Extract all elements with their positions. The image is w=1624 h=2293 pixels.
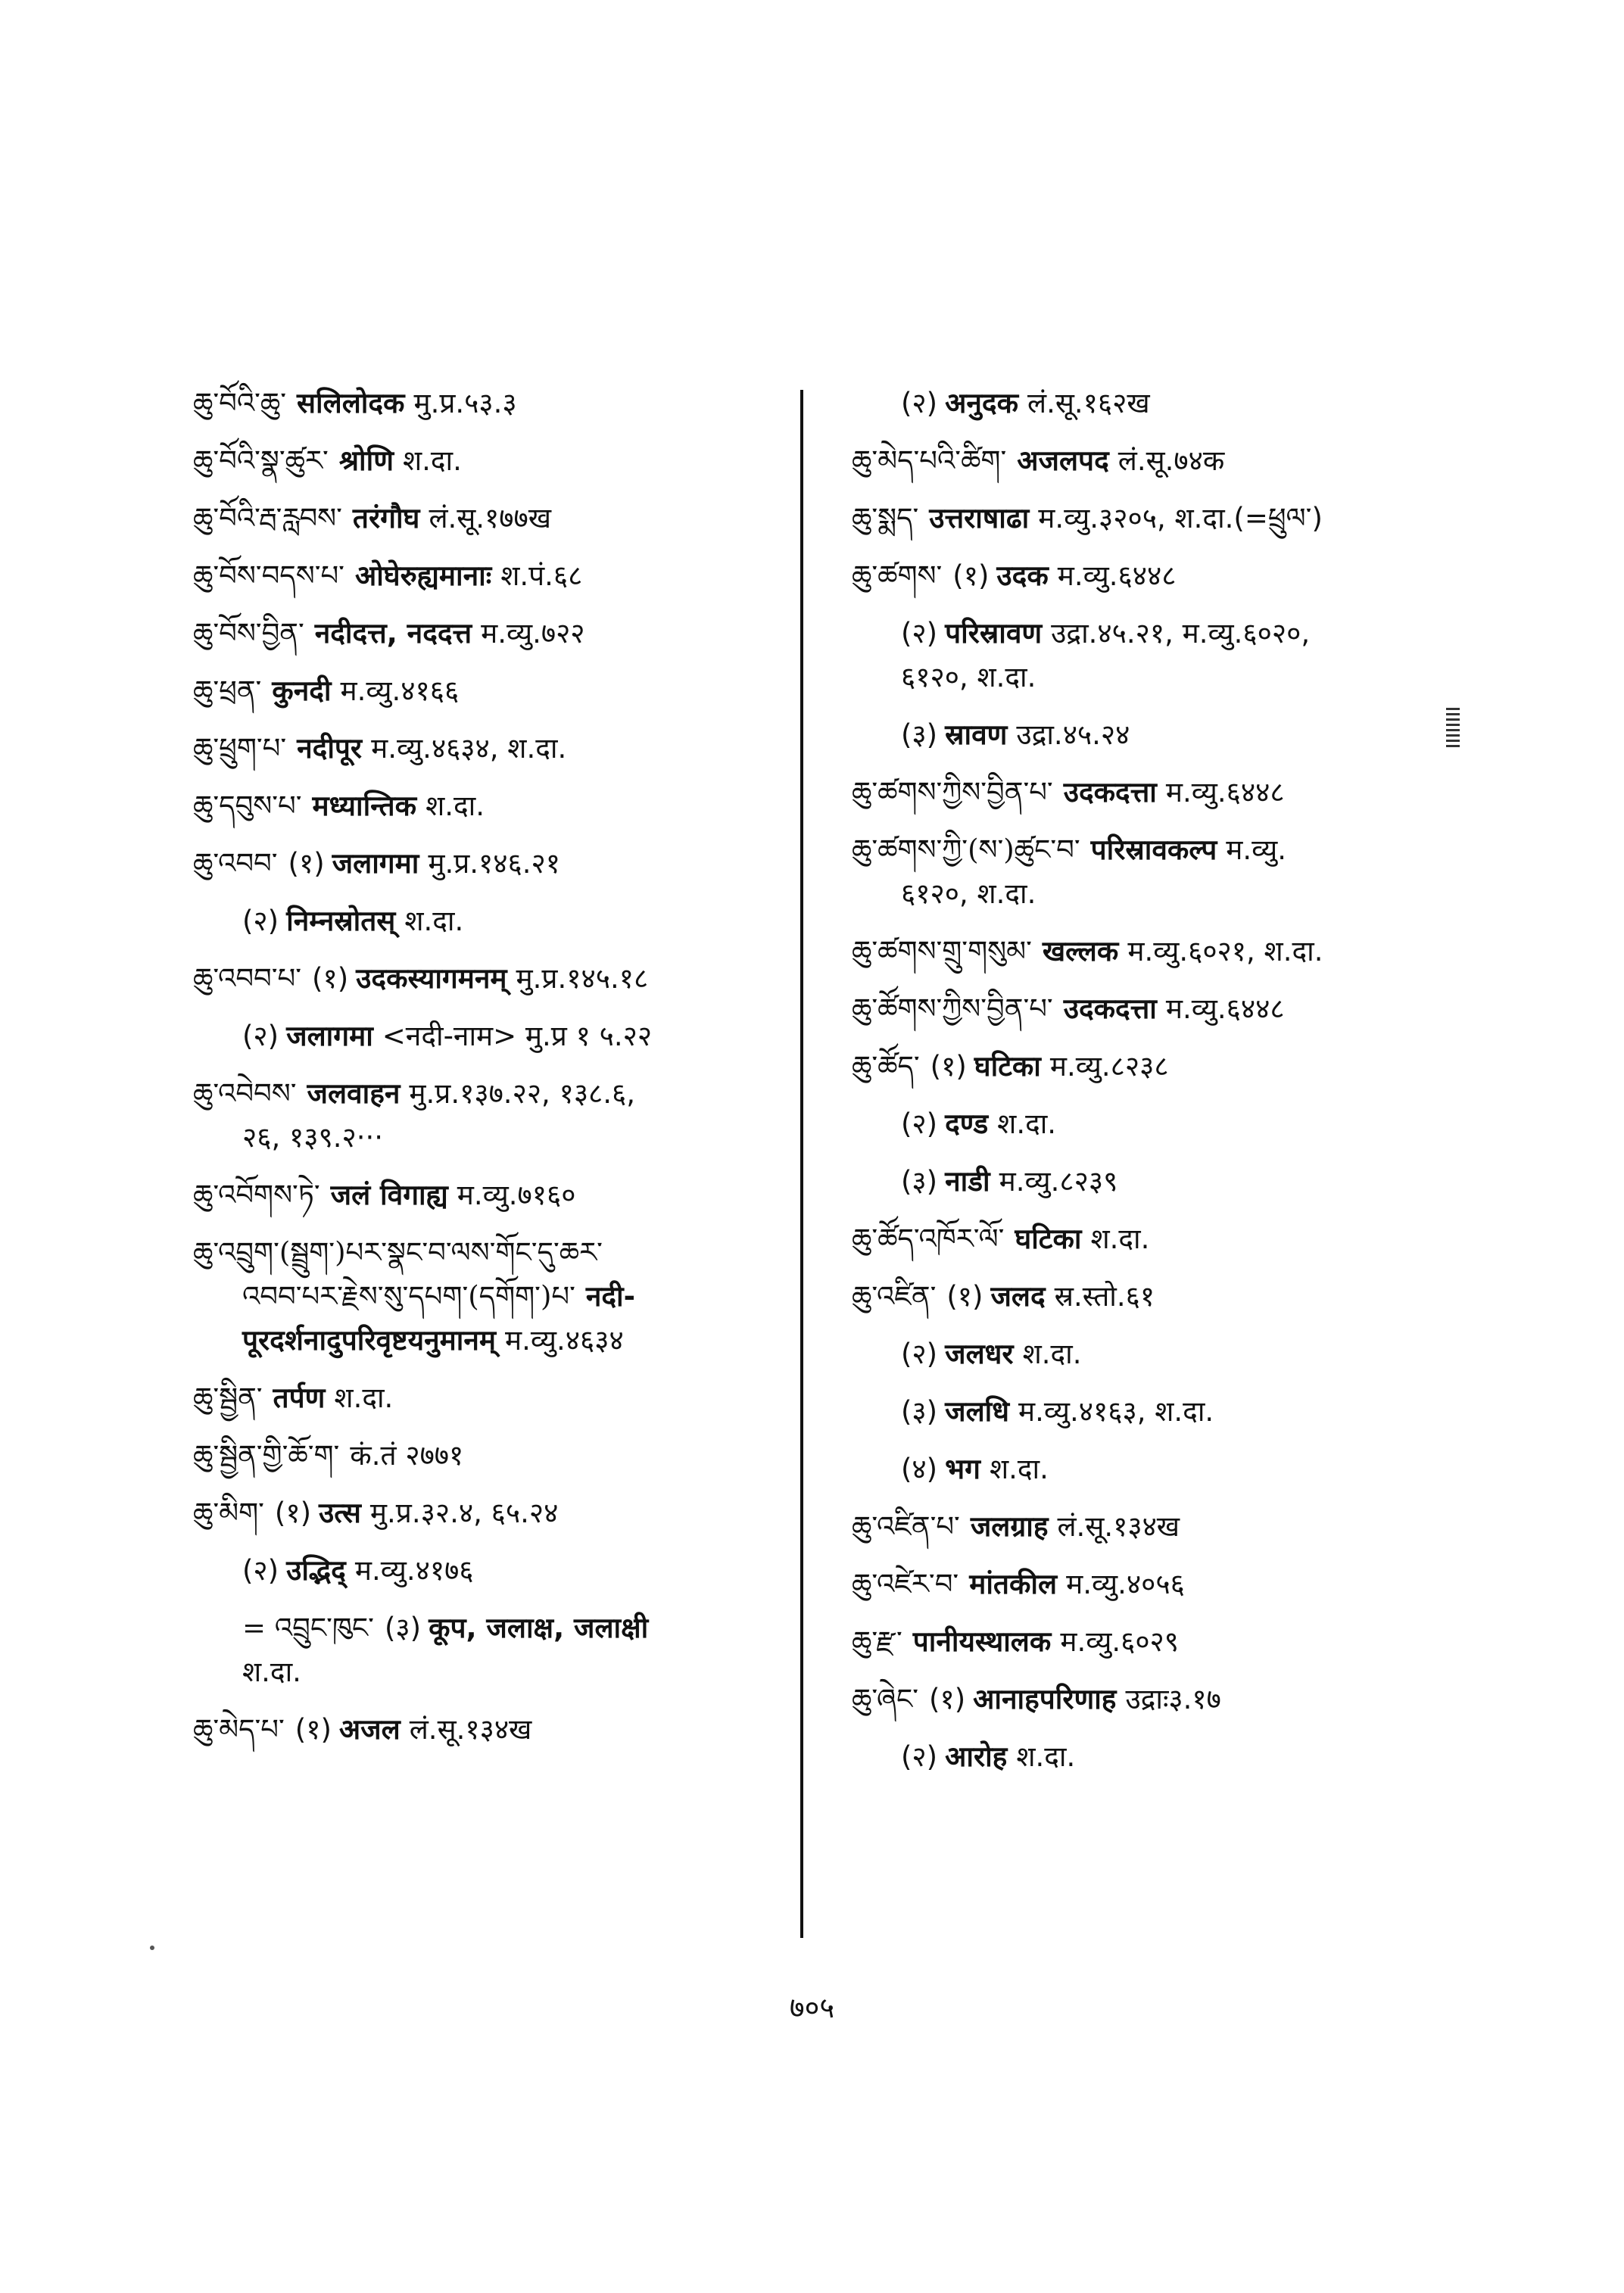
dictionary-entry [193, 1381, 791, 1416]
dictionary-entry [193, 789, 791, 824]
sense-number: (३) [901, 1165, 938, 1198]
sanskrit-equivalent: अनुदक [945, 387, 1018, 419]
source-reference: म.व्यु.४६३४ [505, 1324, 624, 1357]
tibetan-headword: ཆུ་ཚགས་ཀྱི་(ས་)ཚུང་བ་ [852, 833, 1080, 866]
source-reference: मु.प्र.१४५.१८ [516, 962, 649, 995]
sanskrit-equivalent: तर्पण [273, 1382, 326, 1414]
sense-number: (२) [901, 1740, 938, 1773]
sanskrit-equivalent: भग [945, 1453, 980, 1485]
tibetan-headword: ཆུ་འཛེར་བ་ [852, 1568, 959, 1600]
dictionary-entry [193, 674, 791, 709]
tibetan-headword: ཆུ་ཚགས་གྲུ་གསུམ་ [852, 935, 1032, 967]
source-reference: म.व्यु.४१७६ [354, 1554, 474, 1587]
sanskrit-equivalent: उदक [996, 559, 1049, 592]
sanskrit-equivalent: जलग्राह [970, 1510, 1049, 1543]
sense-number: (२) [242, 1554, 279, 1587]
source-reference: मु.प्र.१३७.२२, १३८.६, [409, 1077, 636, 1110]
sanskrit-equivalent: जलागमा [332, 847, 419, 880]
source-reference: श.दा. [1090, 1223, 1150, 1255]
dictionary-entry [193, 1235, 791, 1270]
sanskrit-equivalent: दण्ड [945, 1108, 989, 1140]
sense-number: (२) [901, 1338, 938, 1370]
source-reference: श.दा. [425, 790, 485, 822]
page-number: ७०५ [789, 1991, 835, 2024]
dictionary-entry [193, 1323, 791, 1358]
source-reference: म.व्यु.८२३९ [999, 1165, 1118, 1198]
dictionary-entry [193, 1178, 791, 1213]
sense-number: (१) [312, 962, 349, 995]
tibetan-headword: ཆུ་འབབ་ [193, 847, 278, 880]
dictionary-entry [193, 1076, 791, 1111]
dictionary-entry [193, 559, 791, 594]
dictionary-entry [852, 1222, 1473, 1257]
sanskrit-equivalent: उदकदत्ता [1063, 992, 1157, 1025]
source-reference: मु.प्र.१४६.२१ [428, 847, 560, 880]
dictionary-entry [852, 1682, 1473, 1717]
dictionary-entry [193, 1655, 791, 1690]
tibetan-headword: ཆུ་བོས་བྱིན་ [193, 617, 304, 650]
sanskrit-equivalent: जलागमा [286, 1020, 373, 1052]
tibetan-headword: ཆུ་ཚོད་འཁོར་ལོ་ [852, 1223, 1005, 1255]
source-reference: म.व्यु. [1226, 833, 1286, 866]
source-reference: म.व्यु.३२०५, श.दा.(=ཕྲུལ་) [1038, 502, 1323, 534]
source-reference: स्र.स्तो.६१ [1054, 1280, 1155, 1313]
dictionary-entry [852, 992, 1473, 1027]
source-reference: म.व्यु.६०२१, श.दा. [1127, 935, 1323, 967]
dictionary-entry [852, 1509, 1473, 1544]
dictionary-entry [852, 775, 1473, 810]
tibetan-headword: ཆུ་འབྲུག་(སྦྲུག་)པར་སྣང་བ་ལས་གོང་དུ་ཆར་ [193, 1236, 603, 1269]
dictionary-entry [852, 877, 1473, 911]
sanskrit-equivalent: जलं विगाह्य [330, 1179, 448, 1211]
dictionary-entry [852, 559, 1473, 594]
source-reference: म.व्यु.७१६० [457, 1179, 576, 1211]
tibetan-headword: ཆུ་མེད་པ་ [193, 1713, 285, 1746]
sanskrit-equivalent: उत्तराषाढा [929, 502, 1030, 534]
left-column [193, 386, 791, 1770]
source-reference: श.दा. [334, 1382, 394, 1414]
sanskrit-equivalent: कूप, जलाक्ष, जलाक्षी [429, 1612, 649, 1644]
tibetan-headword: ཆུ་ཚོད་ [852, 1050, 920, 1083]
sanskrit-equivalent: नदीपूर [297, 732, 363, 765]
dictionary-entry [193, 1712, 791, 1747]
sanskrit-equivalent: घटिका [974, 1050, 1041, 1083]
sanskrit-equivalent: श्रोणि [338, 444, 394, 477]
source-reference: उद्रा.४५.२१, म.व्यु.६०२०, [1051, 617, 1311, 650]
dictionary-entry [852, 1337, 1473, 1372]
dictionary-entry [852, 386, 1473, 421]
source-reference: श.दा. [242, 1656, 301, 1688]
source-reference: म.व्यु.८२३८ [1049, 1050, 1169, 1083]
sanskrit-equivalent: नदीदत्त, नददत्त [314, 617, 472, 650]
dictionary-entry [852, 1279, 1473, 1314]
source-reference: कं.तं २७७१ [350, 1439, 464, 1472]
sanskrit-equivalent: मांतकील [969, 1568, 1058, 1600]
source-reference: लं.सू.७४क [1117, 444, 1225, 477]
tibetan-headword: ཆུ་ཕྲུག་པ་ [193, 732, 287, 765]
sanskrit-equivalent: उदकदत्ता [1063, 776, 1157, 808]
source-reference: म.व्यु.४१६६ [340, 675, 460, 707]
dictionary-entry [852, 660, 1473, 695]
source-reference: ६१२०, श.दा. [901, 661, 1036, 693]
source-reference: मु.प्र.५३.३ [413, 387, 517, 419]
dictionary-entry [193, 846, 791, 881]
source-reference: श.पं.६८ [500, 559, 583, 592]
tibetan-headword: ཆུ་སྦྱིན་ [193, 1382, 263, 1414]
tibetan-headword: ཆུ་དབུས་པ་ [193, 790, 302, 822]
source-reference: म.व्यु.६४४८ [1057, 559, 1177, 592]
sanskrit-equivalent: स्रावण [945, 718, 1008, 751]
source-reference: ६१२०, श.दा. [901, 877, 1036, 910]
dictionary-entry [193, 1496, 791, 1531]
dictionary-entry [193, 1438, 791, 1473]
sanskrit-equivalent: जलद [990, 1280, 1046, 1313]
source-reference: श.दा. [404, 905, 464, 937]
sense-number: (१) [946, 1280, 983, 1313]
sanskrit-equivalent: अजलपद [1017, 444, 1109, 477]
tibetan-headword: ཆུ་འཛིན་པ་ [852, 1510, 960, 1543]
sense-number: (१) [274, 1497, 312, 1529]
dictionary-entry [852, 1452, 1473, 1487]
tibetan-headword: ཆུ་འབོགས་ཏེ་ [193, 1179, 320, 1211]
dictionary-entry [852, 1394, 1473, 1429]
sanskrit-equivalent: खल्लक [1042, 935, 1119, 967]
sense-number: (१) [288, 847, 325, 880]
dictionary-entry [852, 934, 1473, 969]
tibetan-headword: ཆུ་སྨད་ [852, 502, 919, 534]
sanskrit-equivalent: उद्भिद् [286, 1554, 346, 1587]
dictionary-entry [193, 1611, 791, 1646]
dictionary-entry [852, 1567, 1473, 1602]
source-reference: मु.प्र.३२.४, ६५.२४ [369, 1497, 559, 1529]
tibetan-headword: ཆུ་བོའི་རྦ་རླབས་ [193, 502, 342, 534]
sense-number: (१) [952, 559, 990, 592]
tibetan-headword: = འབྲུང་ཁུང་ [242, 1612, 374, 1644]
dictionary-entry [193, 1553, 791, 1588]
source-reference: उद्रा.४५.२४ [1016, 718, 1130, 751]
dictionary-entry [852, 833, 1473, 868]
right-column [852, 386, 1473, 1797]
dictionary-entry [193, 1279, 791, 1314]
source-reference: म.व्यु.६०२९ [1060, 1625, 1180, 1658]
source-reference: लं.सू.१६२ख [1027, 387, 1150, 419]
sanskrit-equivalent: नाडी [945, 1165, 990, 1198]
dictionary-entry [193, 1120, 791, 1155]
sense-number: (३) [901, 718, 938, 751]
dictionary-entry [193, 501, 791, 536]
sanskrit-equivalent: अजल [338, 1713, 401, 1746]
tibetan-headword: འབབ་པར་རྗེས་སུ་དཔག་(དགོག་)པ་ [242, 1280, 575, 1313]
sanskrit-equivalent: उदकस्यागमनम् [356, 962, 507, 995]
tibetan-headword: ཆུ་མིག་ [193, 1497, 264, 1529]
source-reference: श.दा. [989, 1453, 1049, 1485]
sense-number: (२) [242, 1020, 279, 1052]
dictionary-entry [852, 1107, 1473, 1142]
sanskrit-equivalent: जलधर [945, 1338, 1014, 1370]
dictionary-entry [852, 718, 1473, 752]
sanskrit-equivalent: कुनदी [272, 675, 332, 707]
sense-number: (२) [901, 387, 938, 419]
source-reference: श.दा. [1016, 1740, 1076, 1773]
tibetan-headword: ཆུ་འཛིན་ [852, 1280, 937, 1313]
source-reference: लं.सू.१३४ख [1057, 1510, 1180, 1543]
tibetan-headword: ཆུ་འབེབས་ [193, 1077, 297, 1110]
sanskrit-equivalent: जलवाहन [307, 1077, 401, 1110]
dictionary-entry [852, 501, 1473, 536]
dictionary-entry [193, 386, 791, 421]
source-reference: म.व्यु.४१६३, श.दा. [1018, 1395, 1214, 1428]
dictionary-entry [852, 616, 1473, 651]
sanskrit-equivalent: उत्स [319, 1497, 361, 1529]
source-reference: <नदी-नाम> मु.प्र १ ५.२२ [382, 1020, 653, 1052]
tibetan-headword: ཆུ་བོའི་ཆུ་ [193, 387, 287, 419]
tibetan-headword: ཆུ་ཚགས་ཀྱིས་བྱིན་པ་ [852, 776, 1053, 808]
source-reference: म.व्यु.४०५६ [1066, 1568, 1185, 1600]
tibetan-headword: ཆུ་འབབ་པ་ [193, 962, 302, 995]
sense-number: (१) [930, 1050, 967, 1083]
sanskrit-equivalent: निम्नस्रोतस् [286, 905, 396, 937]
dictionary-entry [193, 616, 791, 651]
dictionary-entry [193, 961, 791, 996]
source-reference: म.व्यु.७२२ [481, 617, 585, 650]
dictionary-entry [193, 1019, 791, 1054]
sanskrit-equivalent: जलधि [945, 1395, 1010, 1428]
dictionary-entry [193, 444, 791, 478]
sanskrit-equivalent: परिस्रावकल्प [1090, 833, 1217, 866]
sanskrit-equivalent: घटिका [1015, 1223, 1082, 1255]
tibetan-headword: ཆུ་ཚགས་ [852, 559, 943, 592]
source-reference: श.दा. [1022, 1338, 1082, 1370]
dictionary-entry [852, 1740, 1473, 1774]
sanskrit-equivalent: ओघेरुह्यमानाः [354, 559, 492, 592]
tibetan-headword: ཆུ་རྫ་ [852, 1625, 902, 1658]
sanskrit-equivalent: नदी- [585, 1280, 635, 1313]
sense-number: (२) [901, 617, 938, 650]
sense-number: (४) [901, 1453, 938, 1485]
tibetan-headword: ཆུ་ཞེང་ [852, 1683, 919, 1715]
sense-number: (१) [929, 1683, 966, 1715]
column-divider [800, 390, 803, 1938]
sanskrit-equivalent: आरोह [945, 1740, 1008, 1773]
dictionary-entry [193, 904, 791, 939]
dictionary-entry [193, 731, 791, 766]
scan-speck [150, 1946, 154, 1950]
source-reference: म.व्यु.६४४८ [1165, 992, 1285, 1025]
tibetan-headword: ཆུ་ཕྲན་ [193, 675, 262, 707]
sanskrit-equivalent: आनाहपरिणाह [973, 1683, 1117, 1715]
source-reference: उद्राः३.१७ [1125, 1683, 1221, 1715]
source-reference: लं.सू.१३४ख [409, 1713, 532, 1746]
dictionary-entry [852, 1164, 1473, 1199]
source-reference: श.दा. [997, 1108, 1057, 1140]
sense-number: (३) [901, 1395, 938, 1428]
tibetan-headword: ཆུ་སྦྱིན་གྱི་ཆོ་ག་ [193, 1439, 340, 1472]
source-reference: म.व्यु.६४४८ [1165, 776, 1285, 808]
source-reference: २६, १३९.२··· [242, 1121, 384, 1154]
scan-edge-mark [1446, 708, 1460, 749]
sanskrit-equivalent: पानीयस्थालक [912, 1625, 1052, 1658]
sense-number: (१) [295, 1713, 332, 1746]
sense-number: (२) [242, 905, 279, 937]
sanskrit-equivalent: परिस्रावण [945, 617, 1043, 650]
source-reference: श.दा. [402, 444, 462, 477]
dictionary-entry [852, 1049, 1473, 1084]
dictionary-entry [852, 444, 1473, 478]
sense-number: (३) [384, 1612, 422, 1644]
source-reference: लं.सू.१७७ख [429, 502, 552, 534]
sanskrit-equivalent: मध्यान्तिक [312, 790, 417, 822]
tibetan-headword: ཆུ་བོའི་སྣ་ཚུར་ [193, 444, 329, 477]
sanskrit-equivalent: पूरदर्शनादुपरिवृष्टयनुमानम् [242, 1324, 496, 1357]
source-reference: म.व्यु.४६३४, श.दा. [371, 732, 567, 765]
sanskrit-equivalent: तरंगौघ [352, 502, 420, 534]
tibetan-headword: ཆུ་མེད་པའི་ཚིག་ [852, 444, 1007, 477]
sanskrit-equivalent: सलिलोदक [297, 387, 405, 419]
sense-number: (२) [901, 1108, 938, 1140]
dictionary-entry [852, 1625, 1473, 1659]
tibetan-headword: ཆུ་བོས་བདས་པ་ [193, 559, 344, 592]
tibetan-headword: ཆུ་ཚོགས་ཀྱིས་བྱིན་པ་ [852, 992, 1053, 1025]
